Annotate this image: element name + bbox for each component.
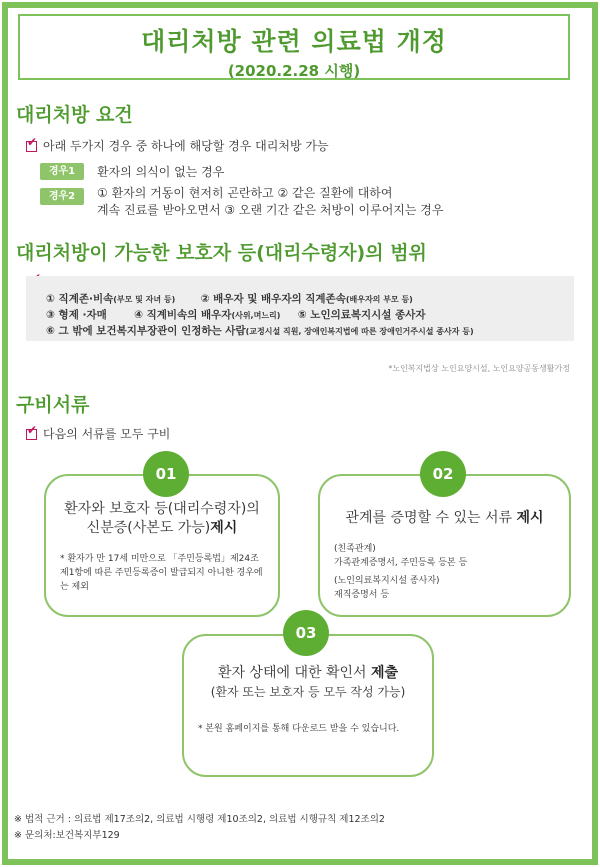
proxy-row-3 [46, 323, 474, 338]
proxy-item-2-note: (배우자의 부모 등) [345, 295, 413, 304]
requirements-intro-text: 아래 두가지 경우 중 하나에 해당할 경우 대리처방 가능 [43, 139, 329, 153]
card2-number: 02 [420, 451, 466, 497]
card2-note-1: (친족관계) [334, 544, 376, 554]
card2-note-2: 가족관계증명서, 주민등록 등본 등 [334, 558, 468, 568]
case1-text: 환자의 의식이 없는 경우 [97, 165, 225, 179]
case2-badge: 경우2 [40, 188, 84, 205]
requirements-intro [26, 137, 329, 154]
case2-text-line2: 계속 진료를 받아오면서 ③ 오랜 기간 같은 처방이 이루어지는 경우 [97, 203, 444, 217]
proxy-item-4-note: (사위,며느리) [231, 311, 281, 320]
card2-note-4: 재직증명서 등 [334, 590, 390, 600]
section-heading-requirements: 대리처방 요건 [16, 104, 133, 126]
card3-title-line1: 환자 상태에 대한 확인서 [217, 665, 371, 681]
card3-title [184, 664, 432, 702]
card2-note [334, 542, 559, 602]
proxy-item-3: ③ 형제 ·자매 [46, 309, 107, 321]
proxy-item-1-note: (부모 및 자녀 등) [113, 295, 176, 304]
proxy-scope-box [26, 276, 574, 341]
card3-title-line2: (환자 또는 보호자 등 모두 작성 가능) [210, 685, 406, 699]
checkbox-icon [26, 428, 37, 439]
card2-note-3: (노인의료복지시설 종사자) [334, 576, 440, 586]
page-title: 대리처방 관련 의료법 개정 [141, 27, 447, 56]
card1-number: 01 [143, 451, 189, 497]
card2-title-bold: 제시 [516, 510, 544, 526]
proxy-item-2: ② 배우자 및 배우자의 직계존속 [200, 293, 346, 305]
proxy-item-1: ① 직계존·비속 [46, 293, 114, 305]
footer-contact: ※ 문의처:보건복지부129 [14, 830, 120, 841]
case2-text-line1: ① 환자의 거동이 현저히 곤란하고 ② 같은 질환에 대하여 [97, 186, 393, 200]
proxy-row-2 [46, 307, 426, 322]
card3-title-bold: 제출 [370, 665, 399, 681]
proxy-item-5: ⑤ 노인의료복지시설 종사자 [297, 309, 426, 321]
card1-title [46, 500, 278, 538]
checkbox-icon [26, 140, 37, 151]
card2-title [320, 509, 569, 528]
documents-intro-text: 다음의 서류를 모두 구비 [43, 427, 171, 441]
section-heading-proxy-scope: 대리처방이 가능한 보호자 등(대리수령자)의 범위 [16, 242, 427, 264]
documents-intro [26, 425, 170, 442]
card2-title-line1: 관계를 증명할 수 있는 서류 [345, 510, 517, 526]
card1-title-line2: 신분증(사본도 가능) [86, 520, 211, 536]
card1-note: * 환자가 만 17세 미만으로 「주민등록법」제24조 제1항에 따른 주민등록증이 발급되지 아니한 경우에는 제외 [60, 554, 263, 592]
footer-legal-basis: ※ 법적 근거 : 의료법 제17조의2, 의료법 시행령 제10조의2, 의료법 시행규칙 제12조의2 [14, 814, 385, 825]
case1-badge: 경우1 [40, 163, 84, 180]
card1-title-bold: 제시 [210, 520, 238, 536]
card3-note: * 본원 홈페이지를 통해 다운로드 받을 수 있습니다. [198, 724, 400, 734]
section-heading-documents: 구비서류 [16, 394, 90, 416]
page-subtitle: (2020.2.28 시행) [227, 62, 361, 80]
title-box [18, 14, 570, 80]
card1-title-line1: 환자와 보호자 등(대리수령자)의 [64, 501, 260, 517]
card3-number: 03 [283, 610, 329, 656]
proxy-footnote: *노인복지법상 노인요양시설, 노인요양공동생활가정 [388, 364, 570, 373]
proxy-item-6: ⑥ 그 밖에 보건복지부장관이 인정하는 사람 [46, 325, 246, 337]
proxy-item-4: ④ 직계비속의 배우자 [134, 309, 232, 321]
proxy-row-1 [46, 291, 413, 306]
proxy-item-6-note: (교정시설 직원, 장애인복지법에 따른 장애인거주시설 종사자 등) [245, 327, 474, 336]
